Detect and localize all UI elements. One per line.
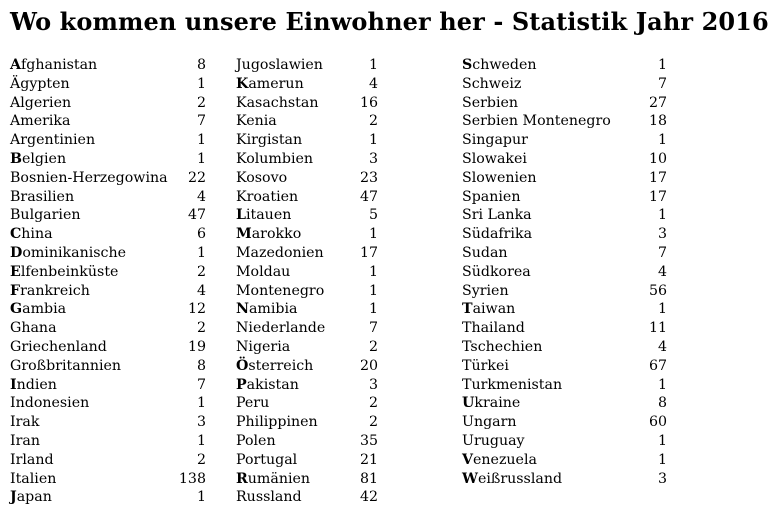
country-column-3 xyxy=(462,56,667,488)
country-count: 7 xyxy=(657,244,667,261)
country-name: Niederlande xyxy=(236,320,326,337)
country-count: 67 xyxy=(648,357,667,374)
country-row xyxy=(10,75,206,94)
country-name: Bulgarien xyxy=(10,207,81,224)
country-count: 1 xyxy=(657,301,667,318)
country-name: Thailand xyxy=(462,320,525,337)
country-row xyxy=(462,413,667,432)
country-row xyxy=(236,75,378,94)
country-count: 1 xyxy=(657,207,667,224)
country-row xyxy=(462,206,667,225)
country-row xyxy=(462,338,667,357)
country-name: Schweiz xyxy=(462,75,522,92)
country-row xyxy=(462,244,667,263)
country-name: Kenia xyxy=(236,113,277,130)
country-count: 1 xyxy=(657,451,667,468)
country-name: Philippinen xyxy=(236,414,318,431)
country-name: Nigeria xyxy=(236,338,291,355)
country-row xyxy=(10,206,206,225)
country-count: 2 xyxy=(368,395,378,412)
country-row xyxy=(10,225,206,244)
country-count: 1 xyxy=(196,132,206,149)
country-name: Montenegro xyxy=(236,282,325,299)
country-count: 56 xyxy=(648,282,667,299)
country-row xyxy=(10,282,206,301)
country-name: Serbien xyxy=(462,94,519,111)
country-count: 1 xyxy=(368,57,378,73)
country-count: 7 xyxy=(368,320,378,337)
country-name: Indonesien xyxy=(10,395,90,412)
country-name: Griechenland xyxy=(10,338,107,355)
country-name: Indien xyxy=(10,376,57,393)
country-row xyxy=(236,225,378,244)
country-count: 8 xyxy=(657,395,667,412)
country-count: 12 xyxy=(187,301,206,318)
country-count: 2 xyxy=(196,263,206,280)
country-name: Peru xyxy=(236,395,270,412)
country-name: Südafrika xyxy=(462,226,533,243)
country-name: Syrien xyxy=(462,282,509,299)
country-row xyxy=(236,188,378,207)
country-count: 2 xyxy=(196,320,206,337)
country-count: 3 xyxy=(196,414,206,431)
country-count: 21 xyxy=(359,451,378,468)
country-row xyxy=(236,394,378,413)
country-row xyxy=(236,150,378,169)
country-row xyxy=(10,263,206,282)
country-count: 60 xyxy=(648,414,667,431)
country-count: 1 xyxy=(368,263,378,280)
country-name: Marokko xyxy=(236,226,302,243)
country-name: Irak xyxy=(10,414,40,431)
country-name: Uruguay xyxy=(462,432,525,449)
country-name: Frankreich xyxy=(10,282,90,299)
country-name: Slowakei xyxy=(462,150,527,167)
country-row xyxy=(462,432,667,451)
country-count: 1 xyxy=(196,244,206,261)
country-row xyxy=(10,169,206,188)
country-row xyxy=(462,319,667,338)
country-name: Slowenien xyxy=(462,169,537,186)
country-row xyxy=(462,357,667,376)
country-row xyxy=(462,169,667,188)
country-name: Iran xyxy=(10,432,40,449)
country-count: 11 xyxy=(648,320,667,337)
country-count: 1 xyxy=(657,432,667,449)
country-name: Venezuela xyxy=(462,451,537,468)
country-column-2 xyxy=(236,56,378,507)
country-name: Kolumbien xyxy=(236,150,314,167)
country-count: 2 xyxy=(368,414,378,431)
country-name: Irland xyxy=(10,451,54,468)
country-row xyxy=(236,282,378,301)
country-row xyxy=(462,131,667,150)
country-name: Turkmenistan xyxy=(462,376,563,393)
country-name: Polen xyxy=(236,432,276,449)
country-row xyxy=(236,451,378,470)
country-row xyxy=(10,131,206,150)
country-row xyxy=(236,206,378,225)
country-name: Kirgistan xyxy=(236,132,303,149)
country-count: 1 xyxy=(657,376,667,393)
country-count: 1 xyxy=(368,301,378,318)
country-count: 16 xyxy=(359,94,378,111)
country-count: 3 xyxy=(368,376,378,393)
country-row xyxy=(236,244,378,263)
country-row xyxy=(10,376,206,395)
country-row xyxy=(236,432,378,451)
country-name: Litauen xyxy=(236,207,292,224)
page-title: Wo kommen unsere Einwohner her - Statistik Jahr 2016 xyxy=(10,7,769,36)
country-count: 4 xyxy=(196,188,206,205)
country-name: Ghana xyxy=(10,320,57,337)
country-count: 10 xyxy=(648,150,667,167)
country-count: 27 xyxy=(648,94,667,111)
country-row xyxy=(236,413,378,432)
country-count: 7 xyxy=(196,113,206,130)
country-count: 8 xyxy=(196,357,206,374)
country-row xyxy=(10,244,206,263)
country-row xyxy=(10,470,206,489)
country-count: 7 xyxy=(196,376,206,393)
country-name: Belgien xyxy=(10,150,67,167)
country-name: Portugal xyxy=(236,451,298,468)
country-name: Jugoslawien xyxy=(236,57,323,73)
country-count: 2 xyxy=(196,451,206,468)
country-count: 19 xyxy=(187,338,206,355)
country-name: Rumänien xyxy=(236,470,311,487)
country-count: 1 xyxy=(657,57,667,73)
country-count: 47 xyxy=(359,188,378,205)
country-row xyxy=(236,94,378,113)
country-row xyxy=(236,470,378,489)
country-count: 1 xyxy=(196,489,206,506)
country-count: 23 xyxy=(359,169,378,186)
country-name: Afghanistan xyxy=(10,57,98,73)
country-row xyxy=(236,169,378,188)
country-row xyxy=(10,94,206,113)
country-name: Serbien Montenegro xyxy=(462,113,611,130)
country-name: Großbritannien xyxy=(10,357,122,374)
country-row xyxy=(10,394,206,413)
country-count: 35 xyxy=(359,432,378,449)
country-name: Kasachstan xyxy=(236,94,319,111)
country-count: 6 xyxy=(196,226,206,243)
country-count: 18 xyxy=(648,113,667,130)
country-count: 1 xyxy=(368,282,378,299)
country-count: 4 xyxy=(196,282,206,299)
country-row xyxy=(236,112,378,131)
country-row xyxy=(236,56,378,75)
country-name: Brasilien xyxy=(10,188,75,205)
country-name: Bosnien-Herzegowina xyxy=(10,169,168,186)
country-row xyxy=(462,94,667,113)
country-row xyxy=(10,319,206,338)
country-name: Russland xyxy=(236,489,302,506)
country-count: 3 xyxy=(657,226,667,243)
country-row xyxy=(10,357,206,376)
country-count: 17 xyxy=(648,188,667,205)
country-name: Namibia xyxy=(236,301,298,318)
country-row xyxy=(462,225,667,244)
country-row xyxy=(10,338,206,357)
country-name: Weißrussland xyxy=(462,470,563,487)
country-name: Ungarn xyxy=(462,414,517,431)
country-count: 81 xyxy=(359,470,378,487)
country-row xyxy=(236,131,378,150)
country-row xyxy=(10,413,206,432)
country-name: Japan xyxy=(10,489,52,506)
country-row xyxy=(10,112,206,131)
country-count: 2 xyxy=(368,113,378,130)
country-name: Sudan xyxy=(462,244,508,261)
country-count: 47 xyxy=(187,207,206,224)
country-name: Ägypten xyxy=(10,75,70,92)
country-row xyxy=(10,488,206,507)
country-name: Singapur xyxy=(462,132,528,149)
country-count: 7 xyxy=(657,75,667,92)
country-name: Amerika xyxy=(10,113,71,130)
country-row xyxy=(236,319,378,338)
country-row xyxy=(10,188,206,207)
country-row xyxy=(236,338,378,357)
country-count: 2 xyxy=(196,94,206,111)
country-name: China xyxy=(10,226,53,243)
country-row xyxy=(10,432,206,451)
country-count: 4 xyxy=(657,263,667,280)
country-name: Dominikanische xyxy=(10,244,127,261)
country-row xyxy=(462,150,667,169)
country-name: Sri Lanka xyxy=(462,207,532,224)
country-count: 20 xyxy=(359,357,378,374)
country-name: Kosovo xyxy=(236,169,288,186)
country-count: 17 xyxy=(648,169,667,186)
country-row xyxy=(236,376,378,395)
country-count: 42 xyxy=(359,489,378,506)
country-count: 3 xyxy=(368,150,378,167)
country-name: Argentinien xyxy=(10,132,96,149)
country-row xyxy=(10,300,206,319)
country-count: 1 xyxy=(196,432,206,449)
country-row xyxy=(462,112,667,131)
country-count: 1 xyxy=(368,132,378,149)
country-count: 1 xyxy=(196,150,206,167)
country-row xyxy=(236,263,378,282)
country-row xyxy=(462,282,667,301)
country-name: Mazedonien xyxy=(236,244,324,261)
country-count: 1 xyxy=(196,75,206,92)
country-row xyxy=(10,56,206,75)
country-row xyxy=(236,488,378,507)
country-count: 17 xyxy=(359,244,378,261)
country-name: Tschechien xyxy=(462,338,543,355)
country-count: 3 xyxy=(657,470,667,487)
country-count: 1 xyxy=(368,226,378,243)
country-name: Kroatien xyxy=(236,188,299,205)
country-count: 1 xyxy=(196,395,206,412)
country-name: Ukraine xyxy=(462,395,521,412)
country-count: 4 xyxy=(368,75,378,92)
country-name: Taiwan xyxy=(462,301,516,318)
country-row xyxy=(236,300,378,319)
country-name: Moldau xyxy=(236,263,291,280)
country-row xyxy=(462,376,667,395)
country-name: Algerien xyxy=(10,94,72,111)
country-count: 8 xyxy=(196,57,206,73)
country-row xyxy=(10,451,206,470)
country-name: Italien xyxy=(10,470,57,487)
country-row xyxy=(462,263,667,282)
country-row xyxy=(10,150,206,169)
country-count: 5 xyxy=(368,207,378,224)
country-count: 22 xyxy=(187,169,206,186)
country-row xyxy=(462,188,667,207)
country-name: Pakistan xyxy=(236,376,299,393)
country-row xyxy=(462,56,667,75)
country-row xyxy=(462,470,667,489)
country-count: 4 xyxy=(657,338,667,355)
country-count: 1 xyxy=(657,132,667,149)
country-name: Südkorea xyxy=(462,263,531,280)
country-row xyxy=(462,451,667,470)
country-count: 2 xyxy=(368,338,378,355)
country-column-1 xyxy=(10,56,206,507)
country-name: Österreich xyxy=(236,357,314,374)
country-name: Kamerun xyxy=(236,75,304,92)
country-count: 138 xyxy=(178,470,206,487)
country-row xyxy=(462,300,667,319)
country-name: Spanien xyxy=(462,188,521,205)
country-row xyxy=(462,394,667,413)
country-name: Türkei xyxy=(462,357,509,374)
country-name: Elfenbeinküste xyxy=(10,263,119,280)
country-row xyxy=(462,75,667,94)
country-name: Schweden xyxy=(462,57,537,73)
country-row xyxy=(236,357,378,376)
country-name: Gambia xyxy=(10,301,67,318)
